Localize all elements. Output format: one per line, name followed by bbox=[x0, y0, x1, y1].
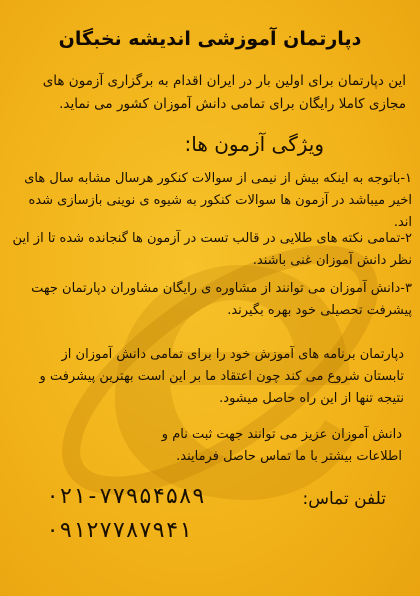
feature-item: ۳-دانش آموزان می توانند از مشاوره ی رایگان مشاوران دپارتمان جهت پیشرفت تحصیلی خود بهره بگیرند. bbox=[31, 281, 412, 318]
feature-item: ۲-تمامی نکته های طلایی در قالب تست در آزمون ها گنجانده شده تا از این نظر دانش آموزان غنی باشند. bbox=[12, 231, 412, 268]
contact-paragraph: دانش آموزان عزیز می توانند جهت ثبت نام و اطلاعات بیشتر با ما تماس حاصل فرمایند. bbox=[161, 427, 402, 464]
mobile-phone-number: ۰۹۱۲۷۷۸۷۹۴۱ bbox=[46, 518, 192, 543]
page-title: دپارتمان آموزشی اندیشه نخبگان bbox=[58, 28, 362, 50]
program-paragraph: دپارتمان برنامه های آموزش خود را برای تمامی دانش آموزان از تابستان شروع می کند چون اعتقاد ما بر این است بهترین پیشرفت و نتیجه تنها از این راه حاصل میشود. bbox=[39, 347, 404, 406]
landline-phone-number: ۰۲۱-۷۷۹۵۴۵۸۹ bbox=[46, 484, 205, 509]
intro-paragraph: این دپارتمان برای اولین بار در ایران اقدام به برگزاری آزمون های مجازی کاملا رایگان برای تمامی دانش آموزان کشور می نماید. bbox=[42, 73, 406, 112]
phone-label: تلفن تماس: bbox=[302, 489, 386, 509]
features-heading: ویژگی آزمون ها: bbox=[184, 132, 324, 156]
feature-item: ۱-باتوجه به اینکه بیش از نیمی از سوالات کنکور هرسال مشابه سال های اخیر میباشد در آزمون ها سوالات کنکور به شیوه ی نوینی بازسازی شده اند. bbox=[24, 171, 412, 230]
